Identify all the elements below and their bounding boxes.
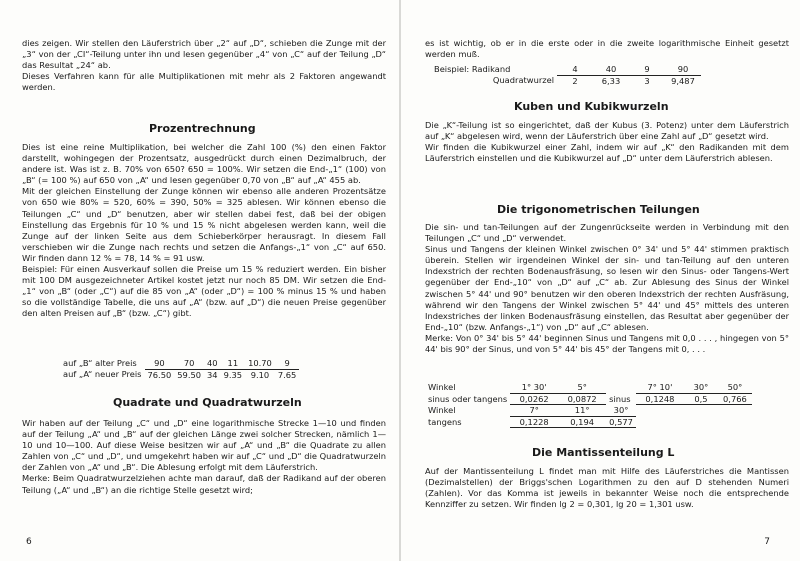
paragraph: dies zeigen. Wir stellen den Läuferstrich über „2“ auf „D“, schieben die Zunge mit der „3“ von der „CI“-Teilung unter ihn und lesen gegenüber „4“ von „C“ auf der Teilung „D“ das Resultat „24“ ab. <box>22 38 386 71</box>
heading-kuben: Kuben und Kubikwurzeln <box>514 100 669 113</box>
table-cell: 0,1248 <box>636 393 684 405</box>
table-cell: 9.35 <box>223 369 243 380</box>
table-row <box>60 369 299 380</box>
table-cell: 7.65 <box>277 369 297 380</box>
paragraph: Merke: Beim Quadratwurzelziehen achte man darauf, daß der Radikand auf der oberen Teilung („A“ und „B“) an die richtige Stelle gesetzt wird; <box>22 473 386 495</box>
mant-section <box>425 466 789 510</box>
paragraph: Dieses Verfahren kann für alle Multiplikationen mit mehr als 2 Faktoren angewandt werden. <box>22 71 386 93</box>
paragraph: Mit der gleichen Einstellung der Zunge können wir ebenso alle anderen Prozentsätze von 650 wie 80% = 520, 60% = 390, 50% = 325 ablesen. Wir können ebenso die Teilungen „C“ und „D“ benutzen, aber wir stellen dabei fest, daß bei der obigen Einstellung das Ergebnis für 10 % und 15 % nicht abgelesen werden kann, weil die Zunge auf der linken Seite aus dem Schieberkörper herausragt. In diesem Fall verschieben wir die Zunge nach rechts und setzen die Anfangs-„1“ von „C“ auf 650. Wir finden dann 12 % = 78, 14 % = 91 usw. <box>22 186 386 263</box>
table-row <box>431 64 701 75</box>
table-cell: 0,1228 <box>510 416 558 428</box>
table-cell: 10.70 <box>245 358 275 369</box>
heading-quadrate: Quadrate und Quadratwurzeln <box>113 396 302 409</box>
table-cell: 59.50 <box>177 369 202 380</box>
table-cell: 11° <box>558 405 606 417</box>
table-cell: 0,194 <box>558 416 606 428</box>
row-label: sinus <box>609 393 631 404</box>
row-label: Beispiel: Radikand <box>434 64 511 75</box>
table-cell: 7° <box>510 405 558 417</box>
table-cell: 34 <box>207 369 218 380</box>
table-cell: 4 <box>557 64 593 75</box>
row-label: Quadratwurzel <box>492 75 554 86</box>
preis-table <box>60 358 299 380</box>
table-cell: 7° 10' <box>636 382 684 393</box>
table-cell: 90 <box>665 64 701 75</box>
paragraph: Die sin- und tan-Teilungen auf der Zungenrückseite werden in Verbindung mit den Teilungen „C“ und „D“ verwendet. <box>425 222 789 244</box>
left-page <box>0 0 399 561</box>
table-row <box>431 75 701 86</box>
right-intro <box>425 38 789 60</box>
table-cell: 5° <box>558 382 606 393</box>
paragraph: es ist wichtig, ob er in die erste oder in die zweite logarithmische Einheit gesetzt werden muß. <box>425 38 789 60</box>
paragraph: Sinus und Tangens der kleinen Winkel zwischen 0° 34' und 5° 44' stimmen praktisch überein. Stellen wir irgendeinen Winkel der sin- und tan-Teilung auf den unteren Indexstrich der rechten Bodenausfräsung, so lesen wir den Sinus- oder Tangens-Wert gegenüber der End-„10“ von „D“ auf „C“ ab. Zur Ablesung des Sinus der Winkel zwischen 5° 44' und 90° benutzen wir den oberen Indexstrich der rechten Ausfräsung, während wir den Tangens der Winkel zwischen 5° 44' und 45° mittels des unteren Indexstriches der linken Bodenausfräsung einstellen, das Resultat aber gegenüber der End-„10“ (bzw. Anfangs-„1“) von „D“ auf „C“ ablesen. <box>425 244 789 332</box>
table-cell: 76.50 <box>147 369 172 380</box>
paragraph: Auf der Mantissenteilung L findet man mit Hilfe des Läuferstriches die Mantissen (Dezimalstellen) der Briggs'schen Logarithmen zu den auf D stehenden Numeri (Zahlen). Vor das Komma ist jeweils in bekannter Weise noch die entsprechende Kennziffer zu setzen. Wir finden lg 2 = 0,301, lg 20 = 1,301 usw. <box>425 466 789 510</box>
heading-mantissen: Die Mantissenteilung L <box>532 446 675 459</box>
row-label: Winkel <box>428 382 456 393</box>
radikand-table <box>431 64 701 86</box>
table-cell: 0,0262 <box>510 393 558 405</box>
table-row <box>425 416 752 428</box>
paragraph: Die „K“-Teilung ist so eingerichtet, daß der Kubus (3. Potenz) unter dem Läuferstrich auf „K“ abgelesen wird, wenn der Läuferstrich über eine Zahl auf „D“ gesetzt wird. <box>425 120 789 142</box>
table-cell: 9 <box>629 64 665 75</box>
paragraph: Wir finden die Kubikwurzel einer Zahl, indem wir auf „K“ den Radikanden mit dem Läuferstrich einstellen und die Kubikwurzel auf „D“ unter dem Läuferstrich ablesen. <box>425 142 789 164</box>
trig-section <box>425 222 789 355</box>
winkel-table <box>425 382 752 428</box>
table-cell: 50° <box>718 382 752 393</box>
table-cell: 11 <box>221 358 245 369</box>
paragraph: Merke: Von 0° 34' bis 5° 44' beginnen Sinus und Tangens mit 0,0 . . . , hingegen von 5° 44' bis 90° der Sinus, und von 5° 44' bis 45° der Tangens mit 0, . . . <box>425 332 789 355</box>
table-cell: 9.10 <box>250 369 270 380</box>
right-page <box>401 0 800 561</box>
table-cell: 6,33 <box>601 75 621 86</box>
paragraph: Dies ist eine reine Multiplikation, bei welcher die Zahl 100 (%) den einen Faktor darstellt, wohingegen der Prozentsatz, ausgedrückt durch einen Dezimalbruch, der andere ist. Was ist z. B. 70% von 650? 650 = 100%. Wir setzen die End-„1“ (100) von „B“ (= 100 %) auf 650 von „A“ und lesen gegenüber 0,70 von „B“ auf „A“ 455 ab. <box>22 142 386 186</box>
table-row <box>425 393 752 405</box>
table-cell: 0,0872 <box>558 393 606 405</box>
row-label: auf „B“ alter Preis <box>63 358 137 369</box>
table-cell: 30° <box>684 382 718 393</box>
table-cell: 9 <box>275 358 299 369</box>
table-row <box>60 358 299 369</box>
table-cell: 0,577 <box>606 416 636 428</box>
table-row <box>425 405 752 417</box>
table-cell: 70 <box>174 358 204 369</box>
row-label: tangens <box>428 416 462 427</box>
table-cell: 40 <box>593 64 629 75</box>
prozent-section <box>22 142 386 320</box>
quadrat-section <box>22 418 386 496</box>
heading-prozentrechnung: Prozentrechnung <box>149 122 256 135</box>
table-cell: 40 <box>204 358 221 369</box>
table-cell: 3 <box>644 75 650 86</box>
table-cell: 0,766 <box>718 393 752 405</box>
table-cell: 90 <box>145 358 175 369</box>
page-number: 7 <box>764 537 770 547</box>
left-intro <box>22 38 386 93</box>
table-cell: 2 <box>572 75 578 86</box>
table-row <box>425 382 752 393</box>
row-label: sinus oder tangens <box>428 393 508 404</box>
heading-trigonometrisch: Die trigonometrischen Teilungen <box>497 203 700 216</box>
table-cell: 0,5 <box>684 393 718 405</box>
table-cell: 9,487 <box>671 75 695 86</box>
row-label: Winkel <box>428 405 456 416</box>
row-label: auf „A“ neuer Preis <box>63 369 142 380</box>
paragraph: Wir haben auf der Teilung „C“ und „D“ eine logarithmische Strecke 1—10 und finden auf der Teilung „A“ und „B“ auf der gleichen Länge zwei solcher Strecken, nämlich 1—10 und 10—100. Auf diese Weise besitzen wir auf „A“ und „B“ die Quadrate zu allen Zahlen von „C“ und „D“, und umgekehrt haben wir auf „C“ und „D“ die Quadratwurzeln der Zahlen von „A“ und „B“. Die Ablesung erfolgt mit dem Läuferstrich. <box>22 418 386 473</box>
table-cell: 1° 30' <box>510 382 558 393</box>
table-cell: 30° <box>606 405 636 417</box>
page-number: 6 <box>26 537 32 547</box>
kuben-section <box>425 120 789 164</box>
paragraph: Beispiel: Für einen Ausverkauf sollen die Preise um 15 % reduziert werden. Ein bisher mit 100 DM ausgezeichneter Artikel kostet jetzt nur noch 85 DM. Wir setzen die End-„1“ von „B“ (oder „C“) auf die 85 von „A“ (oder „D“) = 100 % minus 15 % und haben so die vollständige Tabelle, die uns auf „A“ (bzw. auf „D“) die neuen Preise gegenüber den alten Preisen auf „B“ (bzw. „C“) gibt. <box>22 264 386 319</box>
